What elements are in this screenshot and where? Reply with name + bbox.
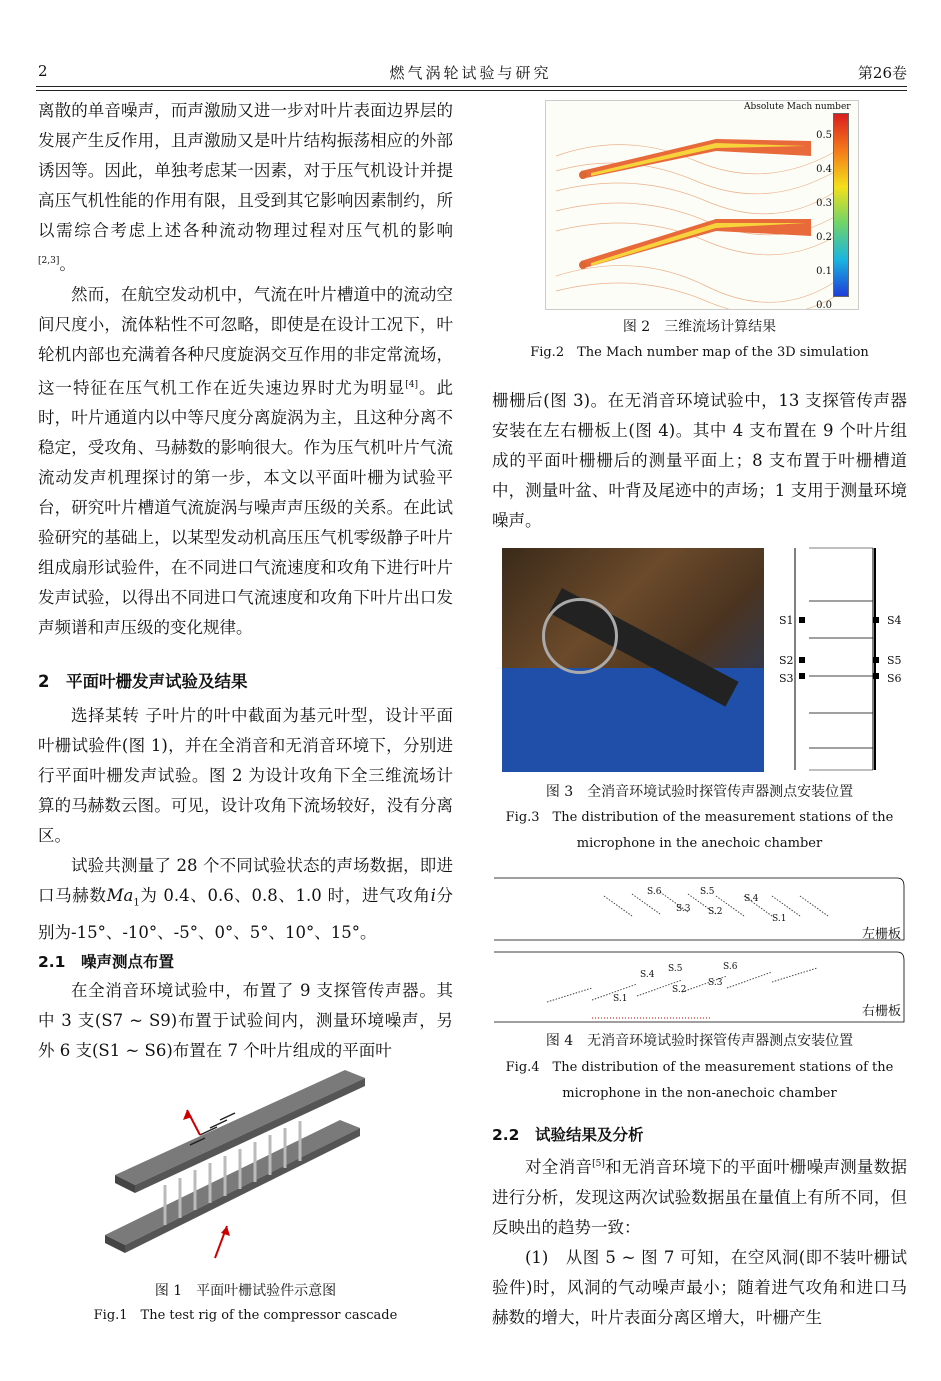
figure-3-caption-cn: 图 3 全消音环境试验时探管传声器测点安装位置 — [545, 784, 854, 800]
volume-number: 第26卷 — [857, 64, 907, 82]
header-rule — [36, 86, 907, 87]
figure-2-image — [545, 100, 859, 310]
fig3-label-s3: S3 — [779, 672, 794, 685]
paragraph-2: 然而，在航空发动机中，气流在叶片槽道中的流动空间尺度小，流体粘性不可忽略，即使是在设计工况下，叶轮机内部也充满着各种尺度旋涡交互作用的非定常流场，这一特征在压气机工作在近失速边界时尤为明显[4]。此时，叶片通道内以中等尺度分离旋涡为主，且这种分离不稳定，受攻角、马赫数的影响很大。作为压气机叶片气流流动发声机理探讨的第一步，本文以平面叶栅为试验平台，研究叶片槽道气流旋涡与噪声声压级的关系。在此试验研究的基础上，以某型发动机高压压气机零级静子叶片组成扇形试验件，在不同进口气流速度和攻角下进行叶片发声试验，以得出不同进口气流速度和攻角下叶片出口发声频谱和声压级的变化规律。 — [38, 284, 454, 637]
paragraph-8: (1) 从图 5 ~ 图 7 可知，在空风洞(即不装叶栅试验件)时，风洞的气动噪声最小；随着进气攻角和进口马赫数的增大，叶片表面分离区增大，叶栅产生 — [492, 1247, 907, 1327]
fig4-top-s1: S.1 — [772, 914, 787, 924]
figure-3-photo — [502, 548, 764, 772]
fig4-top-s5: S.5 — [700, 887, 715, 897]
mach-legend-title: Absolute Mach number — [744, 102, 851, 112]
fig4-top-s3: S.3 — [676, 904, 691, 914]
mach-colorbar — [833, 113, 849, 297]
fig3-label-s4: S4 — [887, 614, 902, 627]
figure-4-caption-cn: 图 4 无消音环境试验时探管传声器测点安装位置 — [545, 1033, 854, 1049]
fig3-label-s6: S6 — [887, 672, 902, 685]
figure-3-caption-en-2: microphone in the anechoic chamber — [576, 836, 823, 851]
figure-1-caption-en: Fig.1 The test rig of the compressor cascade — [93, 1308, 398, 1323]
right-column-bottom — [492, 1121, 907, 1333]
figure-2-caption-en: Fig.2 The Mach number map of the 3D simulation — [530, 345, 869, 360]
paragraph-1: 离散的单音噪声，而声激励又进一步对叶片表面边界层的发展产生反作用，且声激励又是叶片结构振荡相应的外部诱因等。因此，单独考虑某一因素，对于压气机设计并提高压气机性能的作用有限，且受到其它影响因素制约，所以需综合考虑上述各种流动物理过程对压气机的影响[2,3]。 — [38, 101, 453, 274]
fig4-top-s4: S.4 — [744, 894, 759, 904]
fig4-left-board-label: 左栅板 — [862, 927, 902, 942]
figure-1-caption-cn: 图 1 平面叶栅试验件示意图 — [154, 1283, 337, 1299]
header-rule-thin — [36, 90, 907, 91]
journal-title: 燃气涡轮试验与研究 — [389, 64, 552, 82]
fig4-top-s2: S.2 — [708, 907, 723, 917]
fig4-bot-s3: S.3 — [708, 978, 723, 988]
fig4-bot-s6: S.6 — [723, 962, 738, 972]
section-2-heading: 2 平面叶栅发声试验及结果 — [38, 672, 248, 691]
section-2-1-heading: 2.1 噪声测点布置 — [38, 953, 174, 972]
paragraph-5: 在全消音环境试验中，布置了 9 支探管传声器。其中 3 支(S7 ~ S9)布置于试验间内，测量环境噪声，另外 6 支(S1 ~ S6)布置在 7 个叶片组成的平面叶 — [38, 981, 453, 1061]
mach-colorbar-ticks: 0.5 0.4 0.3 0.2 0.1 0.0 — [816, 130, 832, 311]
left-column — [38, 96, 453, 1066]
fig4-bot-s2: S.2 — [672, 985, 687, 995]
fig4-bot-s4: S.4 — [640, 970, 655, 980]
paragraph-3: 选择某转 子叶片的叶中截面为基元叶型，设计平面叶栅试验件(图 1)，并在全消音和无消音环境下，分别进行平面叶栅发声试验。图 2 为设计攻角下全三维流场计算的马赫数云图。可见，设计攻角下流场较好，没有分离区。 — [38, 706, 453, 845]
fig4-top-s6: S.6 — [647, 887, 662, 897]
fig3-label-s5: S5 — [887, 654, 902, 667]
fig3-label-s2: S2 — [779, 654, 794, 667]
figure-4-caption-en-2: microphone in the non-anechoic chamber — [562, 1086, 837, 1101]
fig3-label-s1: S1 — [779, 614, 794, 627]
right-column-paragraph-6: 栅栅后(图 3)。在无消音环境试验中，13 支探管传声器安装在左右栅板上(图 4)。其中 4 支布置在 9 个叶片组成的平面叶栅栅后的测量平面上；8 支布置于叶栅槽道中，测量叶盆、叶背及尾迹中的声场；1 支用于测量环境噪声。 — [492, 391, 907, 530]
fig4-right-board-label: 右栅板 — [862, 1004, 902, 1019]
figure-4-caption-en-1: Fig.4 The distribution of the measurement stations of the — [505, 1060, 894, 1075]
paragraph-7: 对全消音[5]和无消音环境下的平面叶栅噪声测量数据进行分析，发现这两次试验数据虽在量值上有所不同，但反映出的趋势一致： — [492, 1157, 908, 1237]
page-number: 2 — [38, 62, 48, 80]
figure-3-caption-en-1: Fig.3 The distribution of the measurement stations of the — [505, 810, 894, 825]
fig4-bot-s1: S.1 — [613, 994, 628, 1004]
figure-1-image — [95, 1060, 415, 1275]
paragraph-4: 试验共测量了 28 个不同试验状态的声场数据，即进口马赫数$Ma_1$为 0.4、0.6、0.8、1.0 时，进气攻角i分别为-15°、-10°、-5°、0°、5°、10°、15°。 — [38, 856, 454, 943]
fig4-bot-s5: S.5 — [668, 964, 683, 974]
section-2-2-heading: 2.2 试验结果及分析 — [492, 1126, 644, 1144]
figure-2-caption-cn: 图 2 三维流场计算结果 — [622, 319, 777, 335]
